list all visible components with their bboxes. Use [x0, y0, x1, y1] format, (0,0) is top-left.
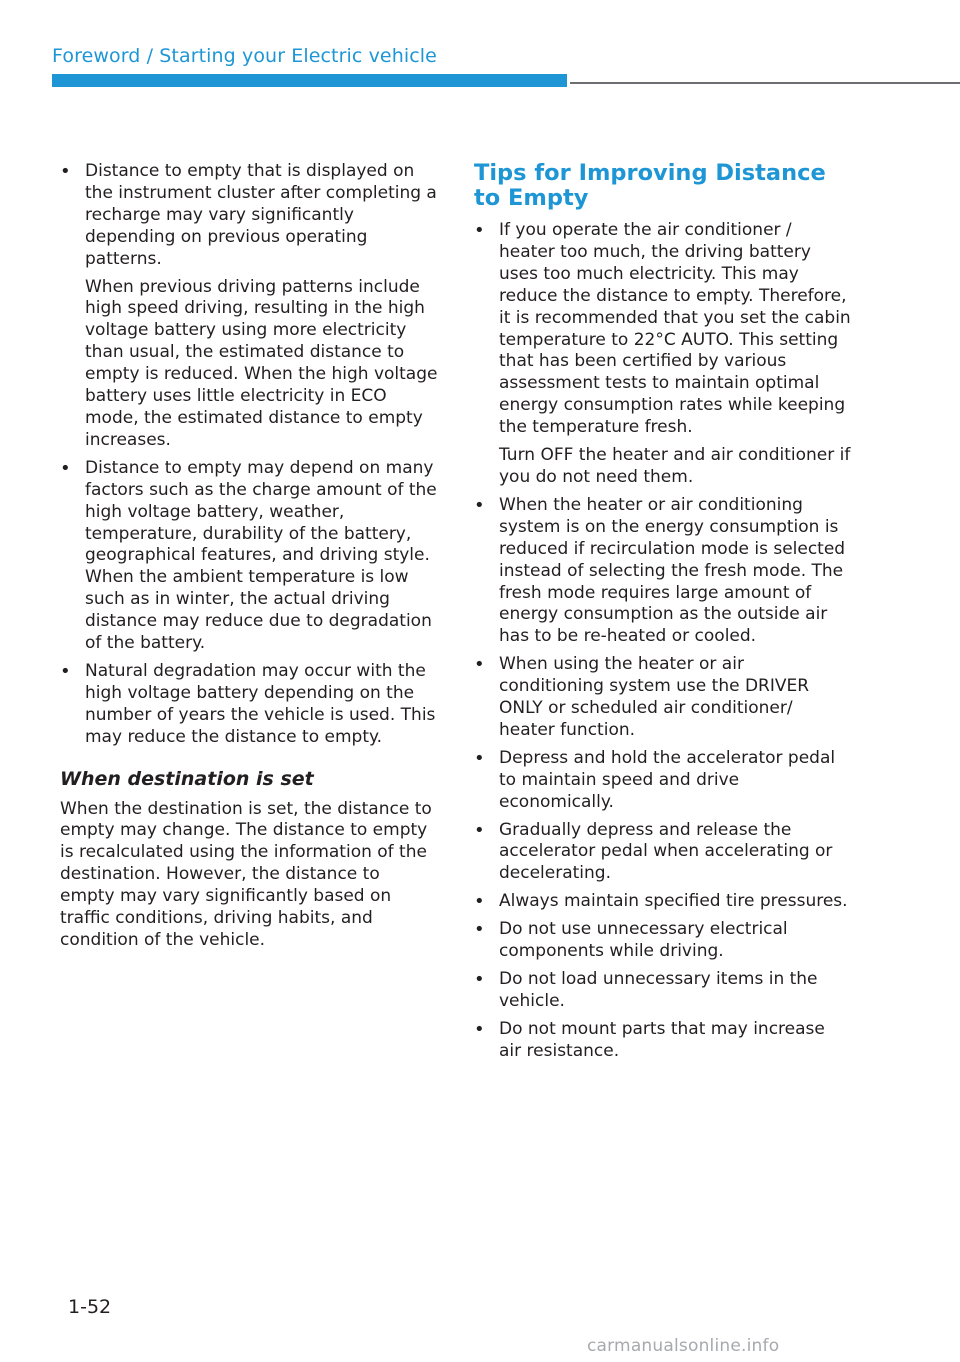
destination-body: When the destination is set, the distance to empty may change. The distance to empty is recalculated using the information of the destination. However, the distance to empty may vary significantly based on traffic conditions, driving habits, and condition of the vehicle. [60, 798, 432, 950]
bullet-text: Always maintain specified tire pressures. [499, 891, 848, 912]
bullet-text: Turn OFF the heater and air conditioner if you do not need them. [499, 445, 851, 487]
bullet-icon: • [60, 457, 71, 479]
bullet-text: Distance to empty that is displayed on the instrument cluster after completing a recharge may vary significantly depending on previous operating patterns. [85, 161, 437, 269]
right-column [474, 161, 852, 1069]
bullet-icon: • [474, 969, 485, 990]
bullet-icon: • [474, 919, 485, 941]
subheading-destination: When destination is set [60, 767, 314, 790]
bullet-text: Distance to empty may depend on many factors such as the charge amount of the high voltage battery, weather, temperature, durability of the battery, geographical features, and driving style. When the ambient temperature is low such as in winter, the actual driving distance may reduce due to degradation of the battery. [85, 457, 437, 654]
bullet-icon: • [474, 819, 485, 841]
list-item [474, 1019, 852, 1063]
header-accent-bar [52, 74, 567, 87]
bullet-icon: • [474, 654, 485, 676]
watermark-text: carmanualsonline.info [587, 1336, 780, 1356]
bullet-icon: • [474, 220, 485, 241]
list-item [60, 458, 438, 655]
list-item [474, 495, 852, 648]
bullet-text: If you operate the air conditioner / heater too much, the driving battery uses too much electricity. This may reduce the distance to empty. Therefore, it is recommended that you set the cabin temperature to 22°C AUTO. This setting that has been certified by various assessment tests to maintain optimal energy consumption rates while keeping the temperature fresh. [499, 220, 851, 438]
left-column [60, 161, 438, 952]
tips-bullet-list [474, 220, 852, 1063]
page-number: 1-52 [68, 1296, 112, 1318]
left-bullet-list [60, 161, 438, 749]
list-item [474, 220, 852, 489]
list-item [474, 919, 852, 963]
bullet-icon: • [474, 1018, 485, 1040]
bullet-text: Do not use unnecessary electrical components while driving. [499, 919, 788, 962]
bullet-text: When the heater or air conditioning system is on the energy consumption is reduced if recirculation mode is selected instead of selecting the fresh mode. The fresh mode requires large amount of energy consumption as the outside air has to be re-heated or cooled. [499, 494, 846, 647]
bullet-icon: • [474, 494, 485, 516]
list-item [474, 891, 852, 913]
bullet-text: When previous driving patterns include high speed driving, resulting in the high voltage battery using more electricity than usual, the estimated distance to empty is reduced. When the high voltage battery uses little electricity in ECO mode, the estimated distance to empty increases. [85, 276, 438, 450]
header-rule [570, 82, 960, 84]
bullet-text: Do not load unnecessary items in the vehicle. [499, 969, 818, 1011]
list-item [474, 654, 852, 742]
list-item [60, 661, 438, 749]
section-heading: Tips for Improving Distance to Empty [474, 160, 826, 211]
bullet-text: Do not mount parts that may increase air resistance. [499, 1018, 825, 1061]
bullet-icon: • [474, 747, 485, 769]
bullet-icon: • [60, 161, 71, 182]
bullet-icon: • [474, 891, 485, 913]
list-item [474, 969, 852, 1013]
list-item [474, 820, 852, 886]
bullet-text: Depress and hold the accelerator pedal to maintain speed and drive economically. [499, 747, 836, 812]
bullet-text: When using the heater or air conditioning system use the DRIVER ONLY or scheduled air conditioner/ heater function. [499, 654, 810, 740]
bullet-icon: • [60, 660, 71, 682]
page-header-title: Foreword / Starting your Electric vehicle [52, 45, 437, 67]
bullet-text: Gradually depress and release the accelerator pedal when accelerating or decelerating. [499, 819, 833, 884]
list-item [60, 161, 438, 452]
bullet-text: Natural degradation may occur with the high voltage battery depending on the number of years the vehicle is used. This may reduce the distance to empty. [85, 660, 436, 747]
list-item [474, 748, 852, 814]
